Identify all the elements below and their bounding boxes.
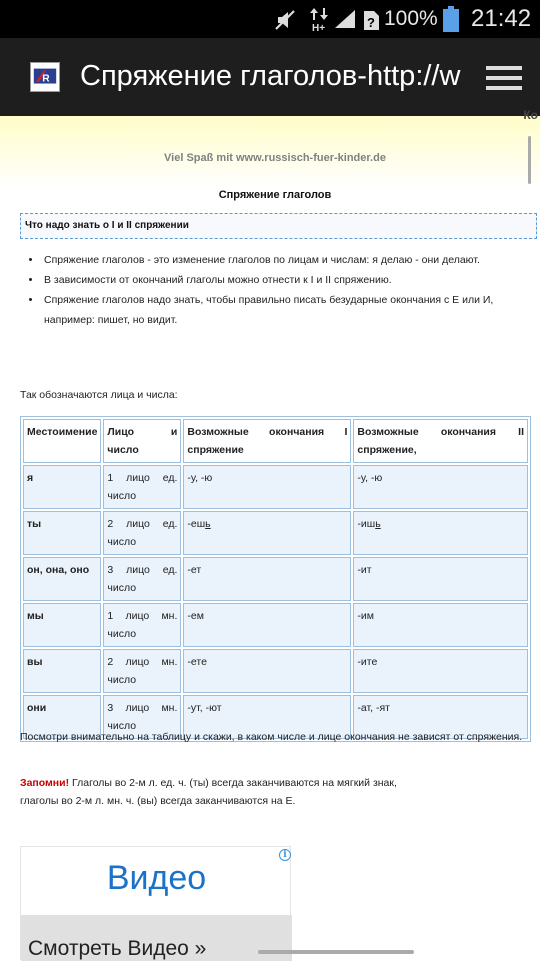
list-item: • В зависимости от окончаний глаголы можно отнести к I и II спряжению.: [42, 270, 536, 290]
web-content[interactable]: [0, 108, 540, 960]
header-person: Лицо и число: [103, 419, 181, 463]
vertical-scrollbar[interactable]: [528, 136, 531, 184]
signal-icon: [333, 8, 357, 30]
svg-text:H+: H+: [312, 23, 326, 34]
table-row: [23, 465, 528, 509]
table-intro: Так обозначаются лица и числа:: [20, 389, 178, 401]
ending-soft-sign: ь: [375, 518, 381, 530]
cell-ending-1: -ете: [183, 649, 351, 693]
cell-ending-2: -ит: [353, 557, 528, 601]
cell-ending-1: -у, -ю: [183, 465, 351, 509]
conjugation-table: [20, 416, 531, 742]
horizontal-scrollbar[interactable]: [258, 950, 414, 954]
cell-ending-1: -ет: [183, 557, 351, 601]
list-item: • Спряжение глаголов надо знать, чтобы правильно писать безударные окончания с Е или И, например: пишет, но видит.: [42, 290, 536, 330]
ending-base: -еш: [187, 518, 206, 530]
question-text: Посмотри внимательно на таблицу и скажи, в каком числе и лице окончания не зависят от спряжения.: [20, 731, 523, 743]
remember-note: [20, 774, 531, 810]
corner-text: Ко: [523, 108, 538, 122]
table-header-row: [23, 419, 528, 463]
table-row: [23, 511, 528, 555]
cell-pronoun: он, она, оно: [23, 557, 101, 601]
ad-info-icon[interactable]: i: [279, 849, 291, 861]
site-banner: [0, 108, 540, 188]
cell-ending-1: [183, 511, 351, 555]
svg-text:R: R: [42, 73, 50, 85]
cell-ending-2: [353, 511, 528, 555]
cell-pronoun: вы: [23, 649, 101, 693]
site-logo-icon[interactable]: [30, 62, 60, 92]
svg-text:?: ?: [367, 15, 375, 30]
header-ending-2: Возможные окончания II спряжение,: [353, 419, 528, 463]
app-bar: [0, 38, 540, 116]
cell-pronoun: они: [23, 695, 101, 739]
cell-person: 1 лицо ед. число: [103, 465, 181, 509]
cell-person: 1 лицо мн. число: [103, 603, 181, 647]
cell-ending-1: -ем: [183, 603, 351, 647]
remember-line-2: глаголы во 2-м л. мн. ч. (вы) всегда заканчиваются на Е.: [20, 795, 296, 807]
ending-soft-sign: ь: [205, 518, 211, 530]
clock: 21:42: [471, 5, 532, 32]
page-title: Спряжение глаголов-http://w: [80, 60, 461, 92]
cell-person: 3 лицо ед. число: [103, 557, 181, 601]
remember-line-1: Глаголы во 2-м л. ед. ч. (ты) всегда заканчиваются на мягкий знак,: [69, 777, 397, 789]
ad-title[interactable]: Видео: [106, 859, 207, 897]
sim-unknown-icon: [362, 9, 380, 31]
battery-icon: [443, 6, 459, 32]
video-ad[interactable]: [20, 846, 291, 960]
ending-base: -иш: [357, 518, 376, 530]
status-bar: [0, 0, 540, 38]
table-row: [23, 649, 528, 693]
header-ending-1: Возможные окончания I спряжение: [183, 419, 351, 463]
battery-percent: 100%: [384, 7, 438, 30]
cell-pronoun: мы: [23, 603, 101, 647]
cell-person: 3 лицо мн. число: [103, 695, 181, 739]
cell-pronoun: я: [23, 465, 101, 509]
cell-pronoun: ты: [23, 511, 101, 555]
ad-cta-area[interactable]: [21, 915, 292, 961]
data-arrows-icon: [309, 6, 331, 32]
cell-person: 2 лицо ед. число: [103, 511, 181, 555]
remember-label: Запомни!: [20, 777, 70, 789]
cell-person: 2 лицо мн. число: [103, 649, 181, 693]
list-item: • Спряжение глаголов - это изменение глаголов по лицам и числам: я делаю - они делают.: [42, 250, 536, 270]
cell-ending-2: -им: [353, 603, 528, 647]
info-box-title: Что надо знать о I и II спряжении: [25, 220, 189, 231]
cell-ending-1: -ут, -ют: [183, 695, 351, 739]
info-box: [20, 213, 537, 239]
menu-icon[interactable]: [486, 64, 522, 92]
bullet-list: [42, 250, 536, 330]
section-heading: Спряжение глаголов: [218, 189, 332, 201]
header-pronoun: Местоимение: [23, 419, 101, 463]
table-row: [23, 603, 528, 647]
table-row: [23, 557, 528, 601]
cell-ending-2: -ите: [353, 649, 528, 693]
mute-icon: [274, 9, 296, 31]
banner-text: Viel Spaß mit www.russisch-fuer-kinder.de: [164, 152, 386, 164]
cell-ending-2: -у, -ю: [353, 465, 528, 509]
cell-ending-2: -ат, -ят: [353, 695, 528, 739]
ad-watch-video-link[interactable]: Смотреть Видео »: [28, 937, 207, 960]
